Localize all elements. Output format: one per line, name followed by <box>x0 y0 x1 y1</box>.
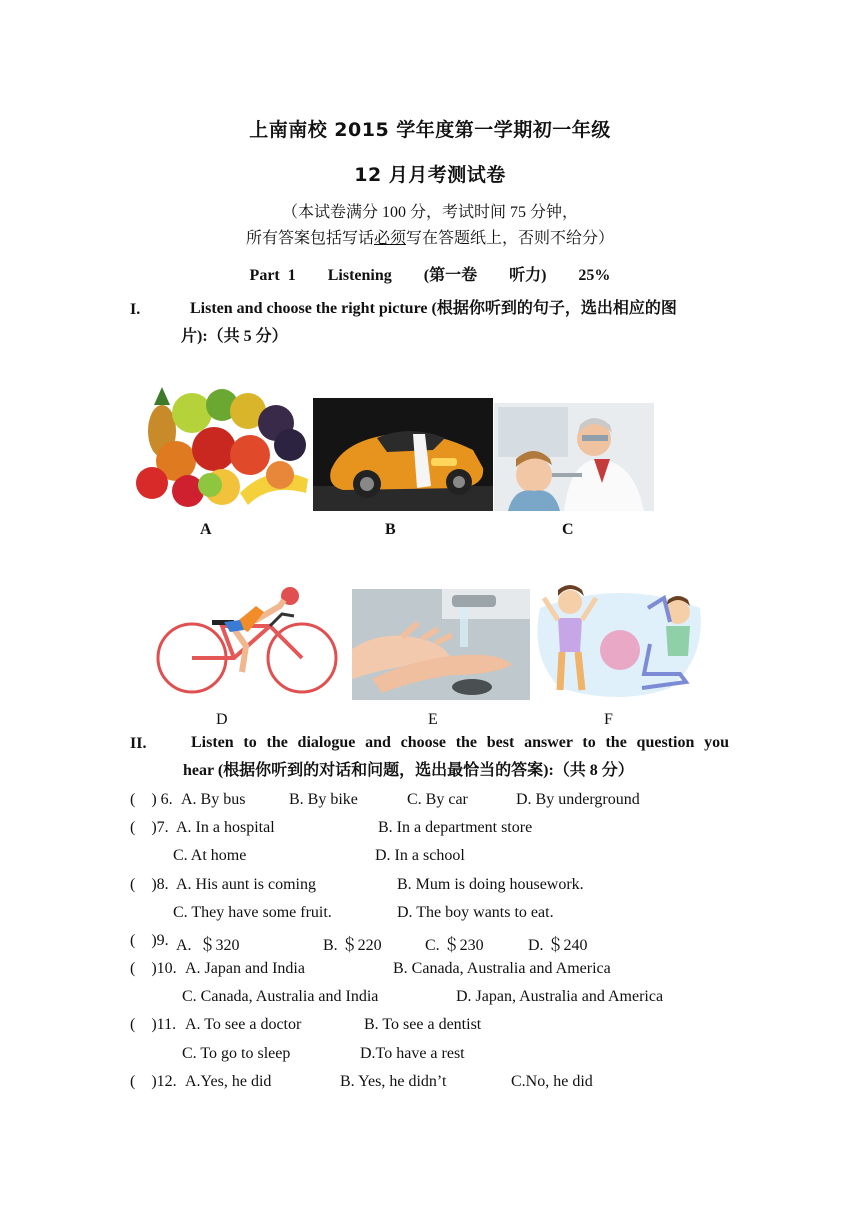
question-6-option-d: D. By underground <box>516 791 640 808</box>
question-12-option-a: A.Yes, he did <box>185 1073 272 1090</box>
exam-title: 上南南校 2015 学年度第一学期初一年级 <box>249 119 611 141</box>
exam-note-line2 <box>0 225 860 248</box>
question-9-option-b: B. ＄220 <box>323 937 382 954</box>
question-12-option-b: B. Yes, he didn’t <box>340 1073 447 1090</box>
question-11-number: ( )11. <box>130 1016 177 1033</box>
question-8-option-b: B. Mum is doing housework. <box>397 876 584 893</box>
note-post: 写在答题纸上，否则不给分） <box>406 230 615 247</box>
sports-car-icon <box>313 398 493 511</box>
question-7-option-c: C. At home <box>173 847 247 864</box>
question-11-option-d: D.To have a rest <box>360 1045 465 1062</box>
question-12-number: ( )12. <box>130 1073 177 1090</box>
question-6-number: ( ) 6. <box>130 791 173 808</box>
question-8-number: ( )8. <box>130 876 169 893</box>
kids-exercising-icon <box>530 578 705 703</box>
picture-c-label: C <box>562 521 574 538</box>
question-7-option-a: A. In a hospital <box>176 819 275 836</box>
question-9-number: ( )9. <box>130 932 169 949</box>
picture-f-kids-exercising <box>530 578 705 703</box>
section1-number: I. <box>130 301 141 318</box>
washing-hands-icon <box>352 589 531 700</box>
question-11-option-a: A. To see a doctor <box>185 1016 302 1033</box>
exam-note-line1: （本试卷满分 100 分，考试时间 75 分钟， <box>281 204 578 221</box>
question-10-number: ( )10. <box>130 960 177 977</box>
question-10-option-c: C. Canada, Australia and India <box>182 988 379 1005</box>
part1-heading: Part 1 Listening (第一卷 听力) 25% <box>249 267 611 284</box>
question-11-option-c: C. To go to sleep <box>182 1045 291 1062</box>
cyclist-icon <box>152 586 342 696</box>
section1-instruction-line1: Listen and choose the right picture (根据你听到的句子，选出相应的图 <box>190 300 677 317</box>
section2-instruction-line2: hear (根据你听到的对话和问题，选出最恰当的答案):（共 8 分） <box>183 762 634 779</box>
section2-instruction-line1: Listen to the dialogue and choose the best answer to the question you <box>191 734 729 751</box>
question-8-option-c: C. They have some fruit. <box>173 904 332 921</box>
question-9-option-d: D. ＄240 <box>528 937 588 954</box>
question-7-option-b: B. In a department store <box>378 819 533 836</box>
picture-a-label: A <box>200 521 212 538</box>
question-9-option-c: C. ＄230 <box>425 937 484 954</box>
picture-d-cyclist <box>152 586 342 696</box>
picture-b-label: B <box>385 521 396 538</box>
exam-subtitle: 12 月月考测试卷 <box>354 164 506 186</box>
section2-number: II. <box>130 735 147 752</box>
question-9-option-a: A. ＄320 <box>176 937 240 954</box>
question-6-option-b: B. By bike <box>289 791 358 808</box>
picture-d-label: D <box>216 711 228 728</box>
question-6-option-a: A. By bus <box>181 791 246 808</box>
question-7-number: ( )7. <box>130 819 169 836</box>
question-11-option-b: B. To see a dentist <box>364 1016 482 1033</box>
fruit-pile-icon <box>130 383 310 511</box>
picture-e-washing-hands <box>352 589 531 700</box>
question-10-option-a: A. Japan and India <box>185 960 305 977</box>
section1-instruction-line2: 片):（共 5 分） <box>181 328 288 345</box>
picture-a-fruit <box>130 383 310 511</box>
question-8-option-a: A. His aunt is coming <box>176 876 316 893</box>
picture-c-dentist <box>494 403 654 511</box>
question-7-option-d: D. In a school <box>375 847 465 864</box>
question-8-option-d: D. The boy wants to eat. <box>397 904 554 921</box>
picture-e-label: E <box>428 711 438 728</box>
dentist-icon <box>494 403 654 511</box>
question-6-option-c: C. By car <box>407 791 468 808</box>
picture-f-label: F <box>604 711 613 728</box>
question-10-option-d: D. Japan, Australia and America <box>456 988 664 1005</box>
note-underlined: 必须 <box>373 230 406 247</box>
picture-b-car <box>313 398 493 511</box>
question-10-option-b: B. Canada, Australia and America <box>393 960 611 977</box>
note-pre: 所有答案包括写话 <box>245 230 374 247</box>
question-12-option-c: C.No, he did <box>511 1073 593 1090</box>
